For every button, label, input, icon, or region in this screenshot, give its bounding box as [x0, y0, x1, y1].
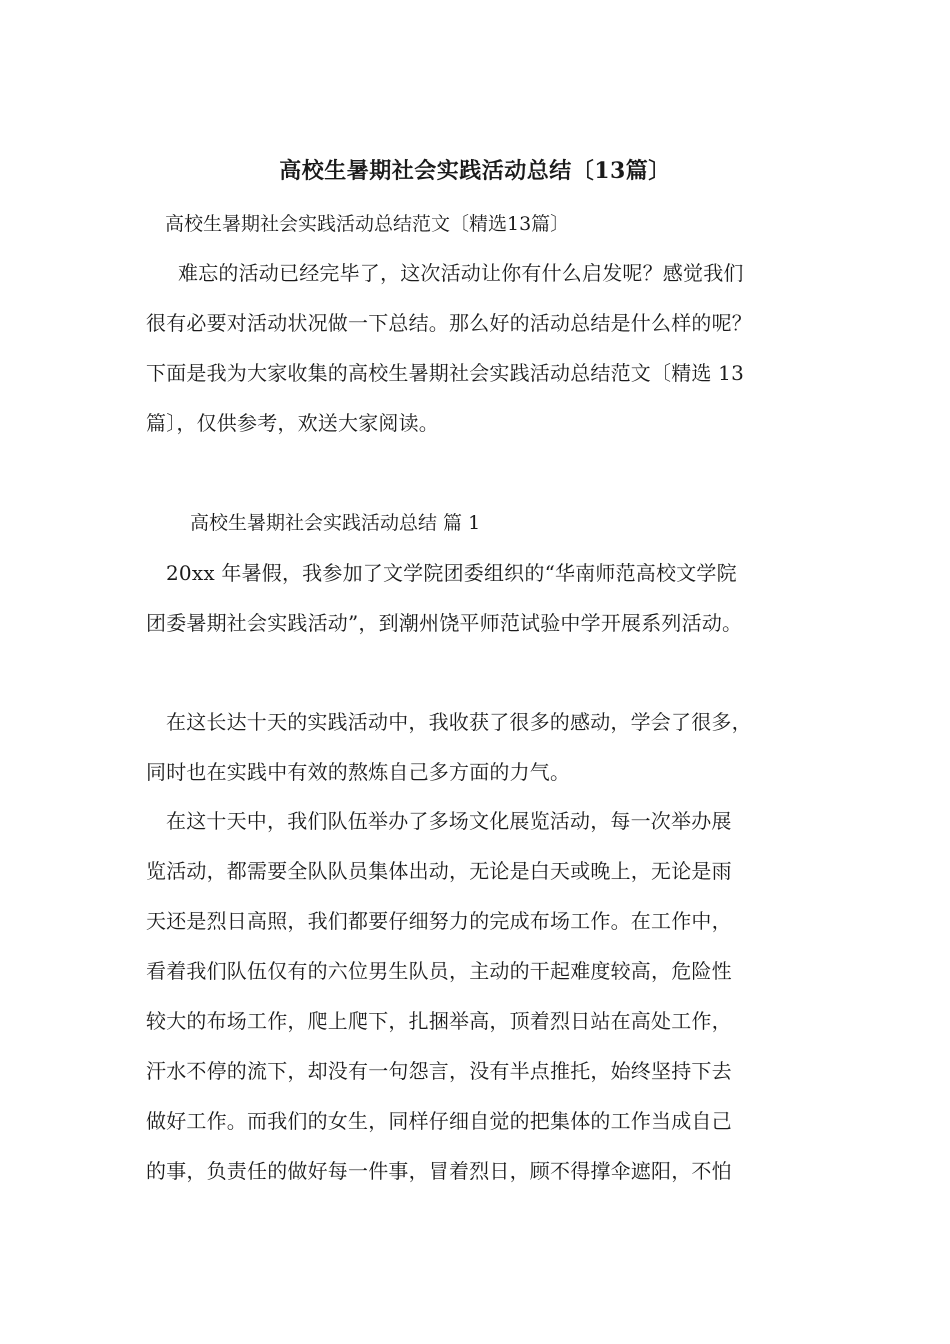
intro-line: 很有必要对活动状况做一下总结。那么好的活动总结是什么样的呢？ — [146, 311, 752, 335]
section-heading: 高校生暑期社会实践活动总结 篇 1 — [190, 512, 481, 534]
intro-line: 篇〕，仅供参考，欢送大家阅读。 — [146, 411, 439, 435]
body-line: 览活动，都需要全队队员集体出动，无论是白天或晚上，无论是雨 — [146, 859, 732, 883]
body-line: 在这十天中，我们队伍举办了多场文化展览活动，每一次举办展 — [166, 809, 732, 833]
intro-line: 下面是我为大家收集的高校生暑期社会实践活动总结范文〔精选 13 — [146, 361, 745, 385]
body-line: 较大的布场工作，爬上爬下，扎捆举高，顶着烈日站在高处工作， — [146, 1009, 732, 1033]
body-line: 在这长达十天的实践活动中，我收获了很多的感动，学会了很多， — [166, 710, 752, 734]
intro-line: 难忘的活动已经完毕了，这次活动让你有什么启发呢？感觉我们 — [178, 261, 744, 285]
body-line: 的事，负责任的做好每一件事，冒着烈日，顾不得撑伞遮阳，不怕 — [146, 1159, 732, 1183]
body-line: 同时也在实践中有效的熬炼自己多方面的力气。 — [146, 760, 571, 784]
document-title: 高校生暑期社会实践活动总结〔13篇〕 — [279, 158, 671, 184]
body-line: 20xx 年暑假，我参加了文学院团委组织的“华南师范高校文学院 — [166, 561, 737, 585]
document-subtitle: 高校生暑期社会实践活动总结范文〔精选13篇〕 — [165, 213, 570, 235]
body-line: 看着我们队伍仅有的六位男生队员，主动的干起难度较高，危险性 — [146, 959, 732, 983]
body-line: 做好工作。而我们的女生，同样仔细自觉的把集体的工作当成自己 — [146, 1109, 732, 1133]
body-line: 天还是烈日高照，我们都要仔细努力的完成布场工作。在工作中， — [146, 909, 732, 933]
body-line: 团委暑期社会实践活动”，到潮州饶平师范试验中学开展系列活动。 — [146, 611, 743, 635]
body-line: 汗水不停的流下，却没有一句怨言，没有半点推托，始终坚持下去 — [146, 1059, 732, 1083]
